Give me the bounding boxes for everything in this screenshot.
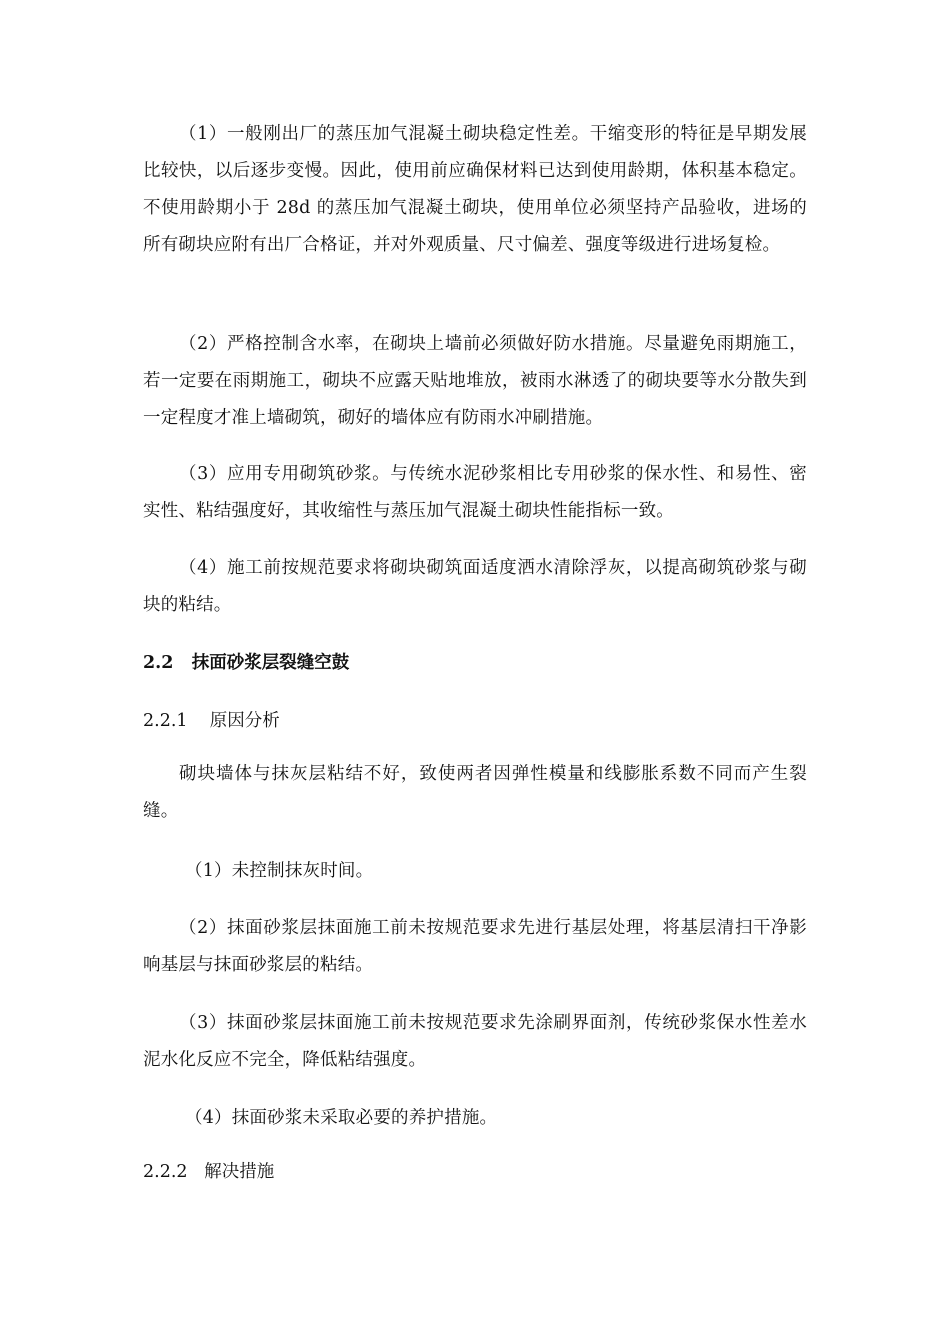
paragraph-item-4: （4）施工前按规范要求将砌块砌筑面适度洒水清除浮灰，以提高砌筑砂浆与砌块的粘结。 bbox=[143, 558, 807, 615]
cause-intro-paragraph: 砌块墙体与抹灰层粘结不好，致使两者因弹性模量和线膨胀系数不同而产生裂缝。 bbox=[143, 764, 807, 821]
subsection-heading-2-2-1 bbox=[143, 706, 807, 736]
paragraph-item-3: （3）应用专用砌筑砂浆。与传统水泥砂浆相比专用砂浆的保水性、和易性、密实性、粘结强度好，其收缩性与蒸压加气混凝土砌块性能指标一致。 bbox=[143, 464, 807, 521]
cause-item-2: （2）抹面砂浆层抹面施工前未按规范要求先进行基层处理，将基层清扫干净影响基层与抹面砂浆层的粘结。 bbox=[143, 918, 807, 975]
subsection-title: 原因分析 bbox=[209, 711, 280, 731]
section-heading-2-2 bbox=[143, 648, 807, 678]
section-title: 抹面砂浆层裂缝空鼓 bbox=[191, 653, 350, 673]
paragraph-item-1: （1）一般刚出厂的蒸压加气混凝土砌块稳定性差。干缩变形的特征是早期发展比较快，以后逐步变慢。因此，使用前应确保材料已达到使用龄期，体积基本稳定。不使用龄期小于 28d 的蒸压加气混凝土砌块，使用单位必须坚持产品验收，进场的所有砌块应附有出厂合格证，并对外观质量、尺寸偏差、强度等级进行进场复检。 bbox=[143, 124, 807, 255]
subsection-title: 解决措施 bbox=[204, 1162, 275, 1182]
subsection-number: 2.2.2 bbox=[143, 1162, 188, 1182]
cause-item-1: （1）未控制抹灰时间。 bbox=[185, 861, 374, 881]
subsection-number: 2.2.1 bbox=[143, 711, 188, 731]
cause-item-4: （4）抹面砂浆未采取必要的养护措施。 bbox=[185, 1108, 498, 1128]
subsection-heading-2-2-2 bbox=[143, 1157, 807, 1187]
section-number: 2.2 bbox=[143, 653, 174, 673]
paragraph-item-2: （2）严格控制含水率，在砌块上墙前必须做好防水措施。尽量避免雨期施工，若一定要在雨期施工，砌块不应露天贴地堆放，被雨水淋透了的砌块要等水分散失到一定程度才准上墙砌筑，砌好的墙体应有防雨水冲刷措施。 bbox=[143, 334, 807, 428]
cause-item-3: （3）抹面砂浆层抹面施工前未按规范要求先涂刷界面剂，传统砂浆保水性差水泥水化反应不完全，降低粘结强度。 bbox=[143, 1013, 807, 1070]
